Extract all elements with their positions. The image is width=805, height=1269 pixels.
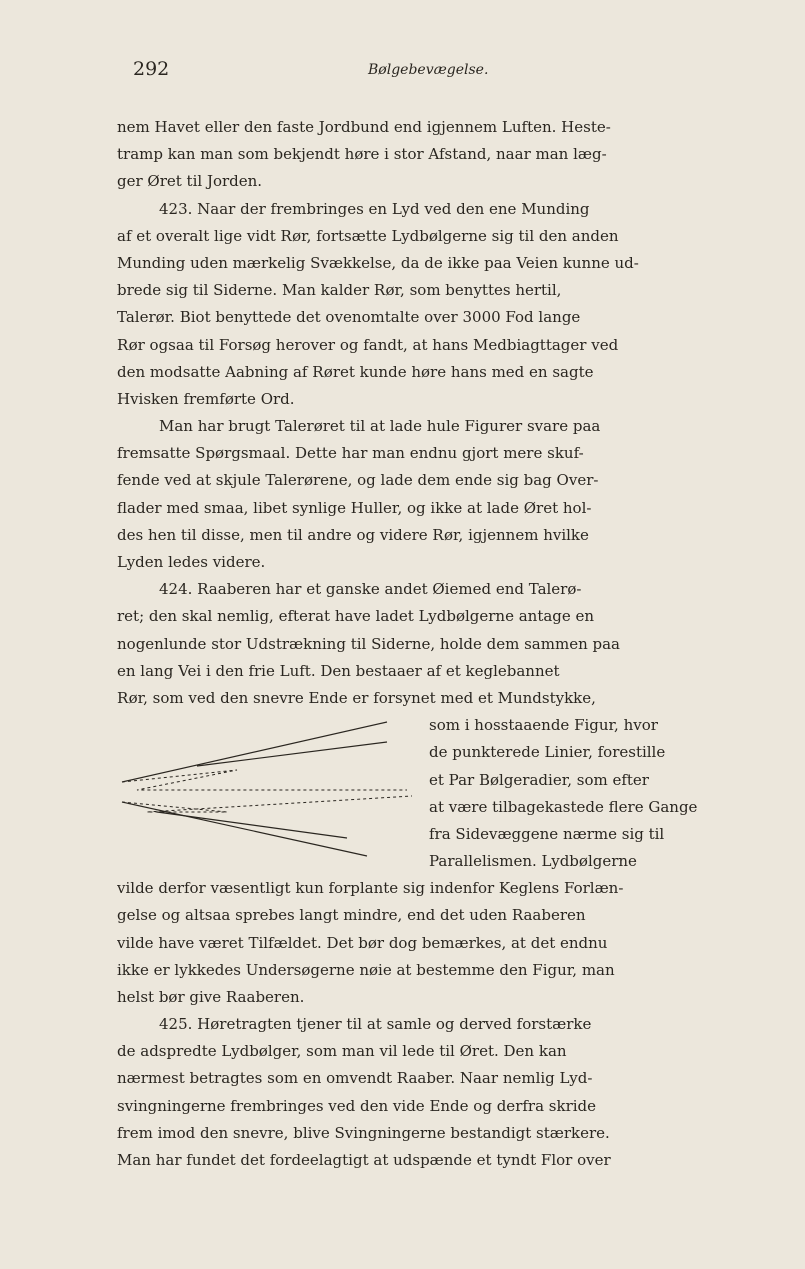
- text-line: at være tilbagekastede flere Gange: [429, 797, 698, 816]
- text-line: svingningerne frembringes ved den vide Ende og derfra skride: [117, 1096, 597, 1115]
- page-header: [0, 58, 805, 88]
- page-number: 292: [133, 58, 170, 80]
- text-line: vilde have været Tilfældet. Det bør dog bemærkes, at det endnu: [117, 933, 608, 952]
- text-line: nærmest betragtes som en omvendt Raaber. Naar nemlig Lyd-: [117, 1069, 593, 1088]
- text-line: af et overalt lige vidt Rør, fortsætte Lydbølgerne sig til den anden: [117, 226, 619, 245]
- text-line: flader med smaa, libet synlige Huller, og ikke at lade Øret hol-: [117, 498, 592, 517]
- text-line: tramp kan man som bekjendt høre i stor Afstand, naar man læg-: [117, 145, 607, 164]
- speaking-trumpet-figure: [117, 716, 417, 866]
- text-line: Man har brugt Talerøret til at lade hule Figurer svare paa: [159, 417, 601, 436]
- text-line: fra Sidevæggene nærme sig til: [429, 824, 665, 843]
- text-line: fremsatte Spørgsmaal. Dette har man endnu gjort mere skuf-: [117, 444, 584, 463]
- figure-side-text: [429, 712, 722, 875]
- text-line: 424. Raaberen har et ganske andet Øiemed end Talerø-: [159, 580, 582, 599]
- text-line: de punkterede Linier, forestille: [429, 743, 666, 762]
- text-line: Man har fundet det fordeelagtigt at udspænde et tyndt Flor over: [117, 1151, 611, 1169]
- text-line: 425. Høretragten tjener til at samle og derved forstærke: [159, 1015, 592, 1034]
- running-head: Bølgebevægelse.: [368, 62, 489, 78]
- wave-ray-dotted-2: [122, 796, 412, 812]
- paragraph-424: [117, 576, 722, 1011]
- text-line: des hen til disse, men til andre og videre Rør, igjennem hvilke: [117, 525, 589, 544]
- wave-ray-dotted-1: [122, 770, 407, 790]
- cone-upper-line: [122, 722, 387, 782]
- text-line: vilde derfor væsentligt kun forplante sig indenfor Keglens Forlæn-: [117, 879, 624, 898]
- cone-inner-upper-line: [197, 742, 387, 766]
- text-line: gelse og altsaa sprebes langt mindre, end det uden Raaberen: [117, 906, 586, 925]
- text-line: den modsatte Aabning af Røret kunde høre hans med en sagte: [117, 362, 594, 381]
- text-line: Lyden ledes videre.: [117, 553, 266, 571]
- text-line: helst bør give Raaberen.: [117, 987, 305, 1006]
- text-line: Rør ogsaa til Forsøg herover og fandt, at hans Medbiagttager ved: [117, 335, 619, 354]
- text-line: Parallelismen. Lydbølgerne: [429, 852, 637, 871]
- text-line: som i hosstaaende Figur, hvor: [429, 716, 658, 735]
- figure-block: [117, 712, 722, 875]
- text-line: fende ved at skjule Talerørene, og lade dem ende sig bag Over-: [117, 471, 599, 490]
- cone-inner-lower-line: [157, 812, 347, 838]
- text-line: Talerør. Biot benyttede det ovenomtalte over 3000 Fod lange: [117, 308, 581, 327]
- text-line: Rør, som ved den snevre Ende er forsynet med et Mundstykke,: [117, 688, 596, 707]
- text-line: ret; den skal nemlig, efterat have ladet Lydbølgerne antage en: [117, 607, 595, 626]
- text-line: frem imod den snevre, blive Svingningerne bestandigt stærkere.: [117, 1123, 610, 1142]
- text-line: Munding uden mærkelig Svækkelse, da de ikke paa Veien kunne ud-: [117, 253, 639, 272]
- text-line: ikke er lykkedes Undersøgerne nøie at bestemme den Figur, man: [117, 960, 615, 979]
- text-line: ger Øret til Jorden.: [117, 172, 263, 191]
- text-line: Hvisken fremførte Ord.: [117, 389, 295, 408]
- text-line: nogenlunde stor Udstrækning til Siderne, holde dem sammen paa: [117, 634, 620, 653]
- paragraph-talerør: [117, 413, 722, 576]
- text-line: 423. Naar der frembringes en Lyd ved den ene Munding: [159, 199, 590, 218]
- text-line: et Par Bølgeradier, som efter: [429, 770, 649, 789]
- body-text: [117, 114, 722, 1174]
- cone-lower-line: [122, 802, 367, 856]
- paragraph-425: [117, 1011, 722, 1174]
- paragraph-423: [117, 196, 722, 414]
- text-line: en lang Vei i den frie Luft. Den bestaaer af et keglebannet: [117, 661, 560, 680]
- text-line: nem Havet eller den faste Jordbund end igjennem Luften. Heste-: [117, 118, 611, 136]
- text-line: de adspredte Lydbølger, som man vil lede til Øret. Den kan: [117, 1042, 567, 1061]
- text-line: brede sig til Siderne. Man kalder Rør, som benyttes hertil,: [117, 281, 562, 300]
- paragraph-1: [117, 114, 722, 196]
